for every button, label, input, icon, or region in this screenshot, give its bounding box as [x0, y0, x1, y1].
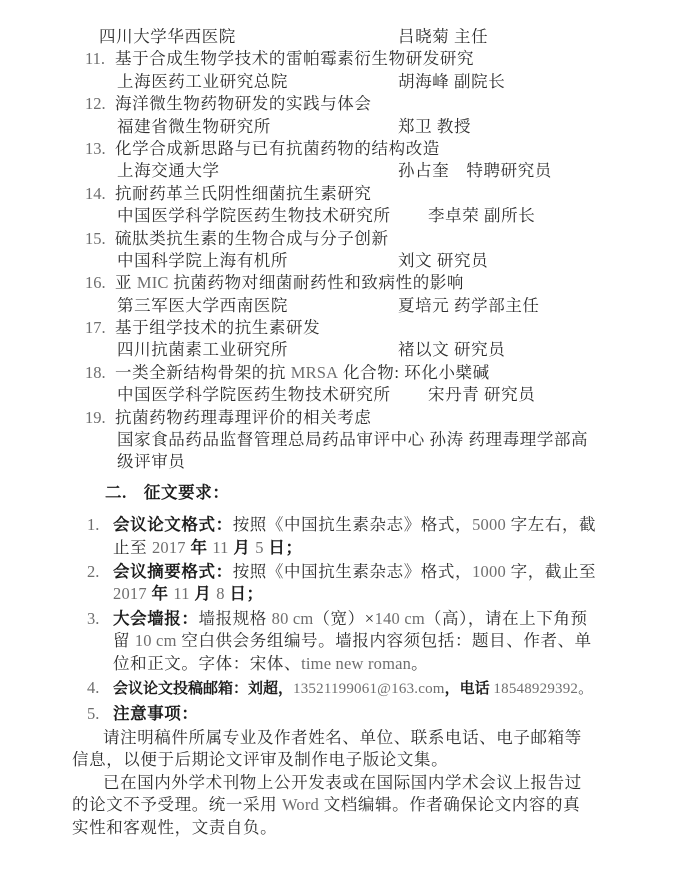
institution: 中国医学科学院医药生物技术研究所 — [117, 385, 391, 405]
program-item-19-affiliation: 国家食品药品监督管理总局药品审评中心 孙涛 药理毒理学部高级评审员 — [117, 430, 589, 472]
item-number: 19. — [85, 407, 106, 427]
program-item-15-affiliation — [0, 250, 680, 272]
item-number: 13. — [85, 138, 106, 158]
program-item-13-title — [0, 138, 680, 160]
program-item-15-title — [0, 228, 680, 250]
speaker: 郑卫 教授 — [398, 116, 472, 136]
program-list — [0, 26, 680, 474]
program-item-12-affiliation — [0, 116, 680, 138]
item-number: 15. — [85, 228, 106, 248]
requirement-5 — [0, 703, 597, 725]
talk-title: 亚 MIC 抗菌药物对细菌耐药性和致病性的影响 — [115, 273, 465, 293]
institution: 中国科学院上海有机所 — [117, 250, 288, 270]
program-item-12-title — [0, 93, 680, 115]
talk-title: 海洋微生物药物研发的实践与体会 — [115, 94, 372, 114]
program-item-16-affiliation — [0, 295, 680, 317]
requirement-text: 注意事项： — [113, 703, 199, 723]
program-item-11-title — [0, 48, 680, 70]
speaker: 胡海峰 副院长 — [398, 71, 506, 91]
note-paragraph-1: 请注明稿件所属专业及作者姓名、单位、联系电话、电子邮箱等信息，以便于后期论文评审及制作电子版论文集。 — [72, 727, 582, 770]
item-number: 11. — [85, 49, 106, 69]
item-number: 18. — [85, 362, 106, 382]
requirement-1 — [0, 514, 597, 559]
program-item-14-title — [0, 183, 680, 205]
requirement-number: 3. — [87, 608, 100, 628]
talk-title: 硫肽类抗生素的生物合成与分子创新 — [115, 228, 389, 248]
speaker: 孙占奎 特聘研究员 — [398, 161, 552, 181]
speaker: 刘文 研究员 — [398, 250, 489, 270]
program-item-16-title — [0, 272, 680, 294]
requirement-text: 大会墙报：墙报规格 80 cm（宽）×140 cm（高），请在上下角预留 10 cm 空白供会务组编号。墙报内容须包括：题目、作者、单位和正文。字体：宋体、time new roman。 — [113, 608, 592, 673]
institution: 四川大学华西医院 — [99, 27, 236, 46]
program-item-18-title — [0, 362, 680, 384]
program-item-17-affiliation — [0, 339, 680, 361]
requirement-text: 会议论文格式：按照《中国抗生素杂志》格式，5000 字左右，截止至 2017 年 11 月 5 日； — [113, 515, 597, 557]
note-paragraph-2: 已在国内外学术刊物上公开发表或在国际国内学术会议上报告过的论文不予受理。统一采用 Word 文档编辑。作者确保论文内容的真实性和客观性，文责自负。 — [72, 772, 582, 837]
program-item-11-affiliation — [0, 71, 680, 93]
requirement-number: 1. — [87, 515, 100, 535]
institution: 上海交通大学 — [117, 161, 220, 181]
requirement-text: 会议论文投稿邮箱：刘超，13521199061@163.com，电话 18548929392。 — [113, 681, 594, 698]
speaker: 夏培元 药学部主任 — [398, 295, 540, 315]
requirement-number: 2. — [87, 562, 100, 582]
requirement-2 — [0, 561, 597, 606]
talk-title: 一类全新结构骨架的抗 MRSA 化合物: 环化小檗碱 — [115, 362, 490, 382]
program-entry-carryover — [0, 26, 680, 48]
speaker: 褚以文 研究员 — [398, 340, 506, 360]
program-item-13-affiliation — [0, 160, 680, 182]
program-item-17-title — [0, 317, 680, 339]
requirement-number: 4. — [87, 678, 100, 698]
talk-title: 化学合成新思路与已有抗菌药物的结构改造 — [115, 138, 440, 158]
requirements-list — [0, 514, 680, 725]
talk-title: 抗菌药物药理毒理评价的相关考虑 — [115, 407, 372, 427]
institution: 上海医药工业研究总院 — [117, 71, 288, 91]
program-item-18-affiliation — [0, 384, 680, 406]
program-item-19-title — [0, 407, 680, 429]
item-number: 16. — [85, 273, 106, 293]
item-number: 12. — [85, 94, 106, 114]
institution: 第三军医大学西南医院 — [117, 295, 288, 315]
speaker: 李卓荣 副所长 — [428, 206, 536, 226]
requirement-number: 5. — [87, 703, 100, 723]
item-number: 17. — [85, 318, 106, 338]
item-number: 14. — [85, 183, 106, 203]
requirement-text: 会议摘要格式：按照《中国抗生素杂志》格式，1000 字，截止至 2017 年 11 月 8 日； — [113, 562, 597, 604]
section-heading-call-for-papers: 二. 征文要求： — [105, 482, 230, 502]
institution: 四川抗菌素工业研究所 — [117, 340, 288, 360]
speaker: 吕晓菊 主任 — [398, 27, 489, 46]
requirement-3 — [0, 608, 597, 675]
speaker: 宋丹青 研究员 — [428, 385, 536, 405]
program-item-14-affiliation — [0, 205, 680, 227]
talk-title: 基于合成生物学技术的雷帕霉素衍生物研发研究 — [115, 49, 475, 69]
requirement-4-submission-email — [0, 677, 680, 700]
talk-title: 抗耐药革兰氏阴性细菌抗生素研究 — [115, 183, 372, 203]
institution: 中国医学科学院医药生物技术研究所 — [117, 206, 391, 226]
talk-title: 基于组学技术的抗生素研发 — [115, 318, 321, 338]
institution: 福建省微生物研究所 — [117, 116, 271, 136]
